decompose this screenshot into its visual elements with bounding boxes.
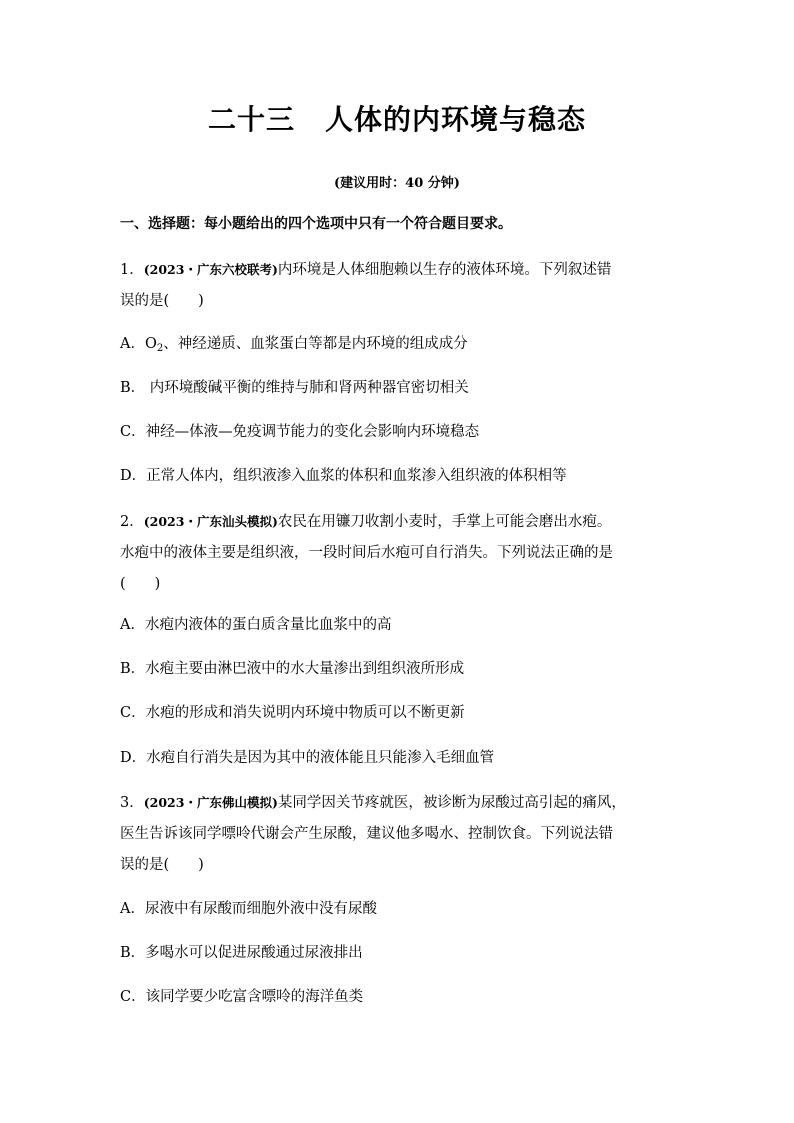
section-heading: 一、选择题：每小题给出的四个选项中只有一个符合题目要求。: [120, 216, 512, 232]
q2-number: 2．: [120, 514, 144, 530]
time-note: (建议用时：40 分钟): [334, 176, 460, 191]
q1-number: 1．: [120, 262, 144, 278]
q2-stem-line1: [120, 510, 611, 531]
q2-option-a: A．水疱内液体的蛋白质含量比血浆中的高: [120, 617, 392, 633]
q2-option-c: C．水疱的形成和消失说明内环境中物质可以不断更新: [120, 705, 465, 721]
q2-stem-text: 农民在用镰刀收割小麦时，手掌上可能会磨出水疱。: [277, 514, 612, 530]
title-text: 人体的内环境与稳态: [325, 103, 587, 136]
q1-stem-line1: [120, 258, 611, 279]
q3-option-a: A．尿液中有尿酸而细胞外液中没有尿酸: [120, 901, 377, 917]
q1-option-c: C．神经—体液—免疫调节能力的变化会影响内环境稳态: [120, 424, 480, 440]
q3-stem-line3: 误的是( ): [120, 857, 204, 873]
q3-number: 3．: [120, 795, 144, 811]
q3-stem-line1: [120, 791, 626, 812]
q1-stem-text: 内环境是人体细胞赖以生存的液体环境。下列叙述错: [277, 262, 612, 278]
q3-option-c: C．该同学要少吃富含嘌呤的海洋鱼类: [120, 989, 364, 1005]
q1-option-b: B． 内环境酸碱平衡的维持与肺和肾两种器官密切相关: [120, 380, 469, 396]
q2-stem-line2: 水疱中的液体主要是组织液，一段时间后水疱可自行消失。下列说法正确的是: [120, 545, 613, 561]
q1-option-a: [120, 332, 468, 354]
q1-option-d: D．正常人体内，组织液渗入血浆的体积和血浆渗入组织液的体积相等: [120, 468, 567, 484]
q2-source: (2023・广东汕头模拟): [143, 514, 278, 529]
q2-option-b: B．水疱主要由淋巴液中的水大量渗出到组织液所形成: [120, 661, 465, 677]
q2-stem-line3: ( ): [120, 576, 161, 592]
q1-source: (2023・广东六校联考): [143, 262, 278, 277]
q1-option-a-post: 、神经递质、血浆蛋白等都是内环境的组成成分: [163, 336, 468, 352]
title-number: 二十三: [207, 103, 295, 136]
q1-option-a-pre: A．O: [120, 336, 157, 352]
q2-option-d: D．水疱自行消失是因为其中的液体能且只能渗入毛细血管: [120, 750, 495, 766]
q3-option-b: B．多喝水可以促进尿酸通过尿液排出: [120, 945, 363, 961]
q1-stem-line2: 误的是( ): [120, 293, 204, 309]
q3-stem-line2: 医生告诉该同学嘌呤代谢会产生尿酸，建议他多喝水、控制饮食。下列说法错: [120, 826, 613, 842]
q3-source: (2023・广东佛山模拟): [143, 795, 278, 810]
page-title: [0, 98, 794, 138]
q1-option-a-subscript: 2: [156, 343, 164, 354]
q3-stem-text: 某同学因关节疼就医，被诊断为尿酸过高引起的痛风，: [277, 795, 626, 811]
